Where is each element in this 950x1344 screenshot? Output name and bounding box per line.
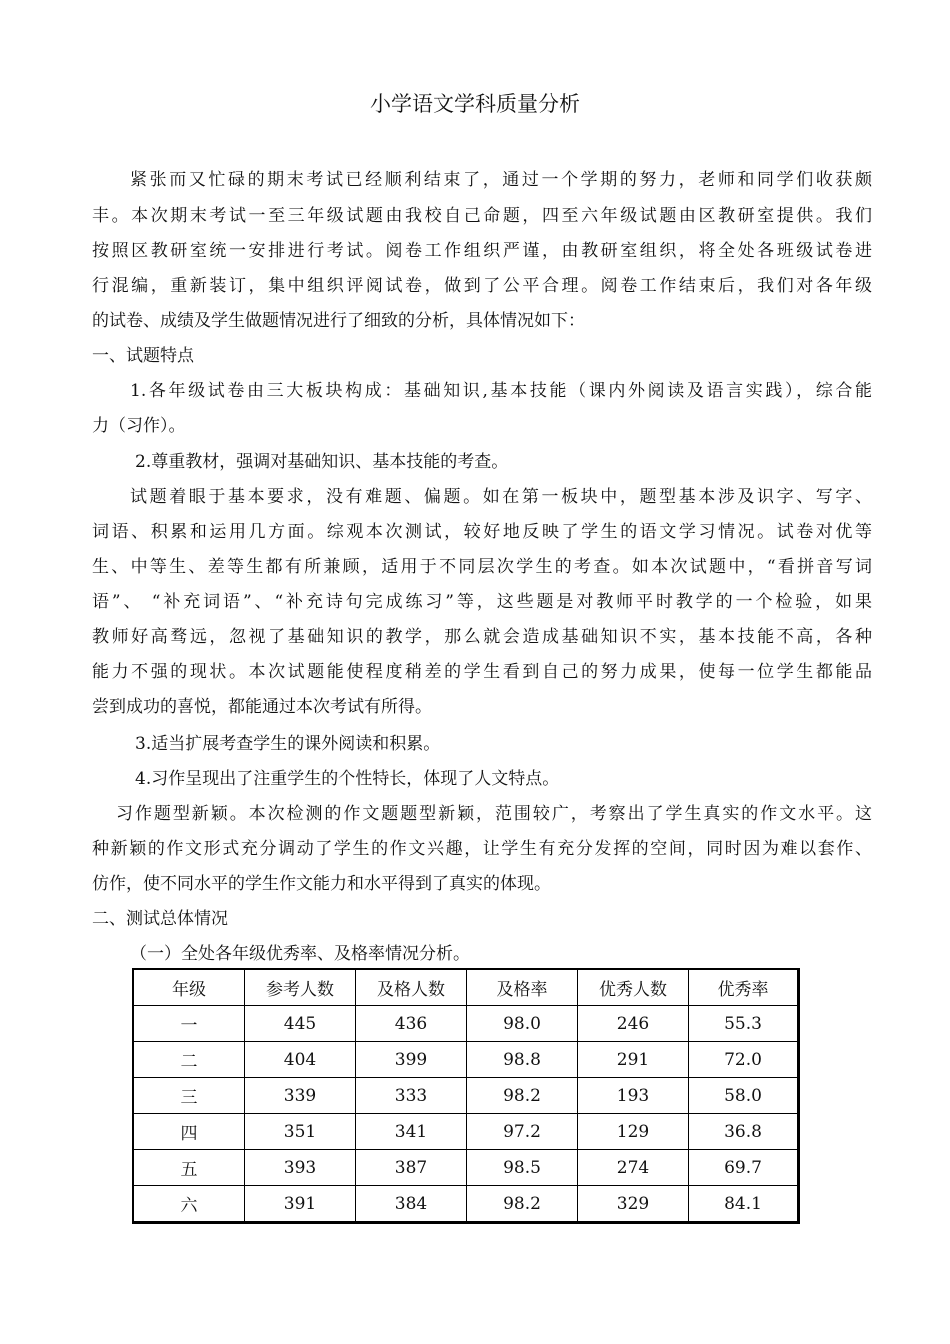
grade-stats-table [132,968,800,1224]
text-line: 丰。本次期末考试一至三年级试题由我校自己命题，四至六年级试题由区教研室提供。我们 [92,206,872,226]
table-header-cell: 参考人数 [245,969,356,1006]
table-cell: 36.8 [689,1114,799,1150]
table-cell: 二 [133,1042,245,1078]
table-cell: 98.0 [467,1006,578,1042]
table-cell: 404 [245,1042,356,1078]
table-cell: 329 [578,1186,689,1223]
table-cell: 387 [356,1150,467,1186]
table-cell: 391 [245,1186,356,1223]
table-row [133,1186,799,1223]
table-cell: 339 [245,1078,356,1114]
table-cell: 五 [133,1150,245,1186]
table-cell: 274 [578,1150,689,1186]
text-line: 1.各年级试卷由三大板块构成：基础知识,基本技能（课内外阅读及语言实践），综合能 [130,381,872,401]
text-line: 行混编，重新装订，集中组织评阅试卷，做到了公平合理。阅卷工作结束后，我们对各年级 [92,276,872,296]
text-line: 3.适当扩展考查学生的课外阅读和积累。 [135,734,441,754]
text-line: 4.习作呈现出了注重学生的个性特长，体现了人文特点。 [135,769,560,789]
table-cell: 72.0 [689,1042,799,1078]
text-line: 种新颖的作文形式充分调动了学生的作文兴趣，让学生有充分发挥的空间，同时因为难以套作、 [92,839,872,859]
text-line: 仿作，使不同水平的学生作文能力和水平得到了真实的体现。 [92,874,551,894]
text-line: 的试卷、成绩及学生做题情况进行了细致的分析，具体情况如下： [92,311,585,331]
table-cell: 436 [356,1006,467,1042]
text-line: （一）全处各年级优秀率、及格率情况分析。 [130,944,470,964]
table-cell: 351 [245,1114,356,1150]
table-cell: 69.7 [689,1150,799,1186]
text-line: 语”、 “补充词语”、“补充诗句完成练习”等，这些题是对教师平时教学的一个检验，如果 [92,592,872,612]
table-cell: 193 [578,1078,689,1114]
document-title: 小学语文学科质量分析 [370,92,580,116]
text-line: 词语、积累和运用几方面。综观本次测试，较好地反映了学生的语文学习情况。试卷对优等 [92,522,872,542]
table-cell: 333 [356,1078,467,1114]
table-cell: 58.0 [689,1078,799,1114]
text-line: 尝到成功的喜悦，都能通过本次考试有所得。 [92,697,432,717]
table-cell: 98.5 [467,1150,578,1186]
text-line: 二、测试总体情况 [92,909,228,929]
table-cell: 98.8 [467,1042,578,1078]
table-row [133,1042,799,1078]
table-row [133,1150,799,1186]
table-cell: 384 [356,1186,467,1223]
table-cell: 393 [245,1150,356,1186]
text-line: 习作题型新颖。本次检测的作文题题型新颖，范围较广，考察出了学生真实的作文水平。这 [116,804,872,824]
table-cell: 291 [578,1042,689,1078]
table-header-row [133,969,799,1006]
text-line: 一、试题特点 [92,346,194,366]
table-header-cell: 年级 [133,969,245,1006]
table-cell: 三 [133,1078,245,1114]
table-cell: 六 [133,1186,245,1223]
text-line: 生、中等生、差等生都有所兼顾，适用于不同层次学生的考查。如本次试题中，“看拼音写词 [92,557,872,577]
table-row [133,1114,799,1150]
table-header-cell: 优秀率 [689,969,799,1006]
table-header-cell: 及格率 [467,969,578,1006]
table-header-cell: 优秀人数 [578,969,689,1006]
table-body [133,1006,799,1223]
table-cell: 84.1 [689,1186,799,1223]
text-line: 能力不强的现状。本次试题能使程度稍差的学生看到自己的努力成果，使每一位学生都能品 [92,662,872,682]
table-cell: 98.2 [467,1186,578,1223]
table-cell: 445 [245,1006,356,1042]
table-cell: 399 [356,1042,467,1078]
table-row [133,1006,799,1042]
text-line: 紧张而又忙碌的期末考试已经顺利结束了，通过一个学期的努力，老师和同学们收获颇 [130,170,872,190]
table-cell: 四 [133,1114,245,1150]
table-row [133,1078,799,1114]
table-cell: 129 [578,1114,689,1150]
text-line: 2.尊重教材，强调对基础知识、基本技能的考查。 [135,452,509,472]
table-cell: 55.3 [689,1006,799,1042]
table-header-cell: 及格人数 [356,969,467,1006]
table-cell: 98.2 [467,1078,578,1114]
table-cell: 97.2 [467,1114,578,1150]
table-cell: 341 [356,1114,467,1150]
text-line: 教师好高骛远，忽视了基础知识的教学，那么就会造成基础知识不实，基本技能不高，各种 [92,627,872,647]
text-line: 按照区教研室统一安排进行考试。阅卷工作组织严谨，由教研室组织，将全处各班级试卷进 [92,241,872,261]
table-cell: 246 [578,1006,689,1042]
table-cell: 一 [133,1006,245,1042]
text-line: 力（习作）。 [92,416,186,436]
text-line: 试题着眼于基本要求，没有难题、偏题。如在第一板块中，题型基本涉及识字、写字、 [130,487,872,507]
